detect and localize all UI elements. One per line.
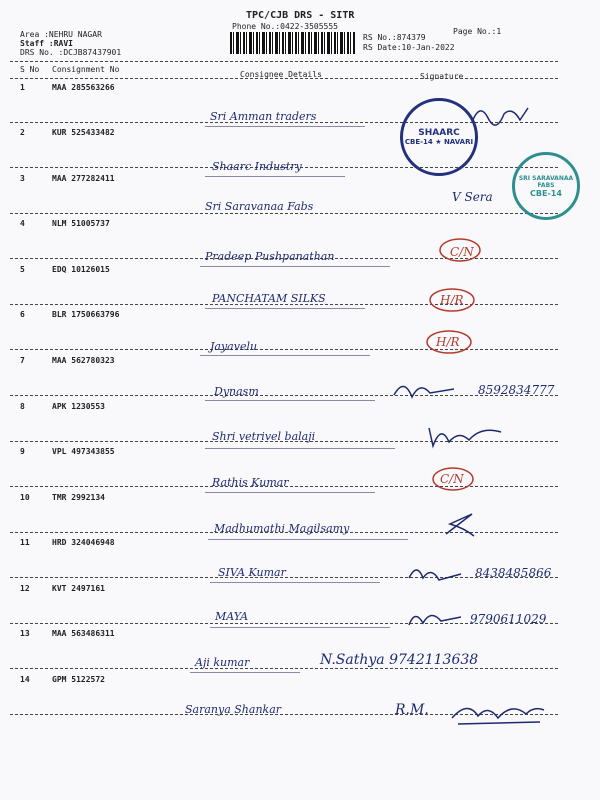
red-circle-mark — [435, 235, 485, 265]
consignment-number: APK 1230553 — [52, 402, 105, 411]
row-number: 2 — [20, 128, 25, 137]
consignee-name: PANCHATAM SILKS — [212, 292, 326, 305]
consignee-name: Shri vetrivel balaji — [212, 430, 316, 443]
underline — [205, 400, 375, 401]
signature-note: R.M. — [395, 702, 429, 718]
signature-note: 8592834777 — [478, 383, 555, 397]
consignee-name: Aji kumar — [195, 656, 250, 669]
stamp-text-top: SRI SARAVANAA FABS — [518, 174, 574, 189]
consignee-name: Sri Saravanaa Fabs — [205, 200, 314, 213]
signature-scribble — [390, 375, 460, 405]
underline — [200, 355, 370, 356]
shaarc-stamp — [400, 98, 478, 176]
signature-note: V Sera — [452, 190, 493, 204]
red-circle-mark — [428, 464, 478, 494]
underline — [205, 308, 365, 309]
signature-scribble — [440, 508, 480, 542]
document-title: TPC/CJB DRS - SITR — [246, 10, 355, 21]
underline — [200, 266, 390, 267]
consignment-number: MAA 277282411 — [52, 174, 115, 183]
row-number: 3 — [20, 174, 25, 183]
underline — [205, 492, 375, 493]
underline — [205, 448, 395, 449]
row-number: 5 — [20, 265, 25, 274]
signature-note: N.Sathya 9742113638 — [320, 652, 479, 668]
consignment-number: VPL 497343855 — [52, 447, 115, 456]
consignee-name: Dynasm — [214, 385, 259, 398]
consignee-name: Madhumathi Magilsamy — [214, 522, 350, 535]
row-divider — [10, 395, 558, 396]
underline — [208, 539, 408, 540]
consignee-name: Saranya Shankar — [185, 703, 282, 716]
column-sno: S No — [20, 65, 40, 74]
row-number: 1 — [20, 83, 25, 92]
fabs-stamp — [512, 152, 580, 220]
consignment-number: MAA 563486311 — [52, 629, 115, 638]
row-divider — [10, 213, 558, 214]
signature-note: 9790611029 — [470, 612, 547, 626]
row-number: 7 — [20, 356, 25, 365]
row-number: 8 — [20, 402, 25, 411]
consignment-number: BLR 1750663796 — [52, 310, 120, 319]
area-label: Area :NEHRU NAGAR — [20, 30, 102, 39]
underline — [190, 672, 300, 673]
header-top-rule — [10, 61, 558, 62]
barcode — [230, 32, 355, 54]
column-signature: Signature — [420, 72, 464, 81]
consignment-number: MAA 562780323 — [52, 356, 115, 365]
signature-scribble — [448, 696, 548, 730]
consignee-name: MAYA — [215, 610, 249, 623]
staff-label: Staff :RAVI — [20, 39, 73, 48]
consignee-name: Rathis Kumar — [212, 476, 289, 489]
header-bottom-rule — [10, 78, 558, 79]
underline — [210, 627, 390, 628]
row-number: 10 — [20, 493, 30, 502]
stamp-text-top: SHAARC — [418, 128, 460, 138]
red-circle-mark — [425, 285, 480, 315]
consignment-number: KVT 2497161 — [52, 584, 105, 593]
row-number: 13 — [20, 629, 30, 638]
signature-note: C/N — [440, 472, 464, 486]
consignee-name: Sri Amman traders — [210, 110, 317, 123]
row-number: 12 — [20, 584, 30, 593]
stamp-text-bottom: CBE-14 — [530, 188, 562, 198]
signature-scribble — [405, 605, 465, 633]
signature-note: H/R — [436, 335, 460, 349]
rs-number: RS No.:874379 — [363, 33, 426, 42]
column-consignment: Consignment No — [52, 65, 120, 74]
underline — [205, 176, 345, 177]
signature-note: H/R — [440, 293, 464, 307]
signature-scribble — [425, 420, 505, 450]
signature-note: 8438485866 — [475, 566, 552, 580]
phone-number: Phone No.:0422-3505555 — [232, 22, 338, 31]
consignee-name: Pradeep Pushpanathan — [205, 250, 335, 263]
drs-number: DRS No. :DCJB87437901 — [20, 48, 122, 57]
consignment-number: MAA 285563266 — [52, 83, 115, 92]
red-circle-mark — [422, 327, 477, 357]
consignment-number: EDQ 10126015 — [52, 265, 110, 274]
underline — [210, 582, 380, 583]
underline — [205, 126, 365, 127]
row-divider — [10, 668, 558, 669]
consignment-number: NLM 51005737 — [52, 219, 110, 228]
consignment-number: HRD 324046948 — [52, 538, 115, 547]
page-number: Page No.:1 — [453, 27, 502, 36]
consignment-number: KUR 525433482 — [52, 128, 115, 137]
signature-scribble — [405, 560, 465, 588]
rs-date: RS Date:10-Jan-2022 — [363, 43, 455, 52]
row-number: 11 — [20, 538, 30, 547]
signature-scribble — [470, 100, 530, 130]
row-number: 14 — [20, 675, 30, 684]
row-number: 4 — [20, 219, 25, 228]
consignee-name: SIVA Kumar — [218, 566, 286, 579]
consignment-number: GPM 5122572 — [52, 675, 105, 684]
row-number: 9 — [20, 447, 25, 456]
signature-note: C/N — [450, 245, 474, 259]
column-consignee: Consignee Details — [240, 70, 322, 79]
row-number: 6 — [20, 310, 25, 319]
consignee-name: Shaarc Industry — [212, 160, 302, 173]
consignment-number: TMR 2992134 — [52, 493, 105, 502]
stamp-text-bottom: CBE-14 ★ NAVARI — [404, 138, 474, 146]
consignee-name: Jayavelu — [210, 340, 258, 353]
